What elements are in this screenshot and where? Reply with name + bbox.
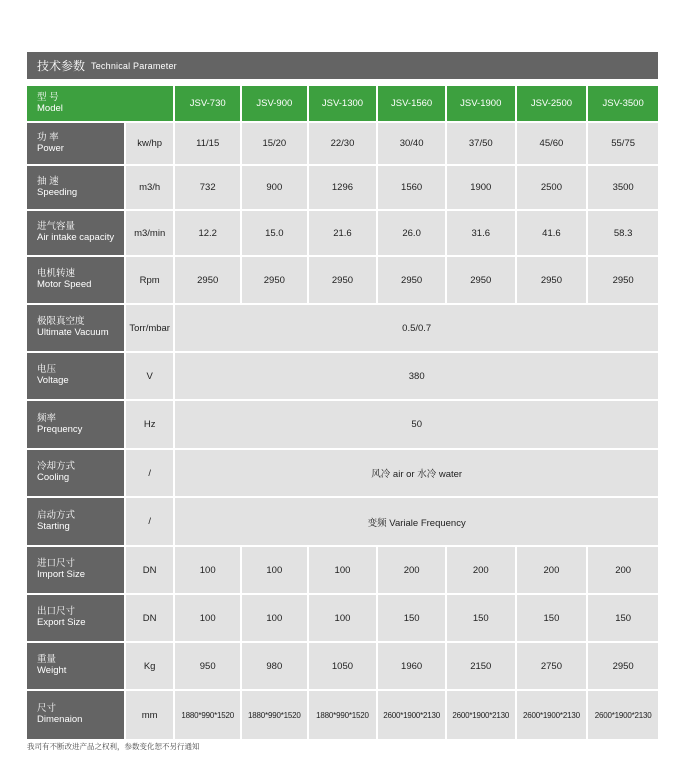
value-cell: 1296 [309, 166, 377, 209]
row-unit: DN [126, 595, 173, 641]
value-cell: 200 [447, 547, 515, 593]
value-cell: 2950 [309, 257, 377, 303]
row-unit: Hz [126, 401, 173, 448]
value-cell: 2950 [588, 643, 658, 689]
value-cell: 11/15 [175, 123, 240, 164]
dimension-row [27, 691, 658, 739]
row-unit: Torr/mbar [126, 305, 173, 351]
value-cell: 2500 [517, 166, 587, 209]
value-cell: 200 [378, 547, 445, 593]
value-cell: 2950 [378, 257, 445, 303]
value-cell: 900 [242, 166, 307, 209]
value-cell: 100 [242, 595, 307, 641]
model-name: JSV-1900 [447, 86, 515, 121]
row-label: 频率 Prequency [27, 401, 124, 448]
value-cell: 15.0 [242, 211, 307, 255]
value-cell: 100 [175, 595, 240, 641]
row-label: 出口尺寸 Export Size [27, 595, 124, 641]
value-cell: 1960 [378, 643, 445, 689]
value-cell: 22/30 [309, 123, 377, 164]
row-label: 进气容量 Air intake capacity [27, 211, 124, 255]
value-cell: 2600*1900*2130 [378, 691, 445, 739]
value-cell: 12.2 [175, 211, 240, 255]
row-unit: m3/h [126, 166, 173, 209]
value-cell: 2600*1900*2130 [588, 691, 658, 739]
row-unit: kw/hp [126, 123, 173, 164]
value-cell: 1880*990*1520 [175, 691, 240, 739]
value-cell: 1050 [309, 643, 377, 689]
value-cell: 50 [175, 401, 658, 448]
value-cell: 200 [517, 547, 587, 593]
title-en: Technical Parameter [91, 60, 177, 71]
model-name: JSV-1560 [378, 86, 445, 121]
vacuum-row [27, 305, 658, 351]
row-label: 极限真空度 Ultimate Vacuum [27, 305, 124, 351]
title-bar [27, 52, 658, 79]
value-cell: 21.6 [309, 211, 377, 255]
model-name: JSV-1300 [309, 86, 377, 121]
cooling-row [27, 450, 658, 496]
row-label: 功 率 Power [27, 123, 124, 164]
export-row [27, 595, 658, 641]
row-label: 启动方式 Starting [27, 498, 124, 545]
value-cell: 1880*990*1520 [309, 691, 377, 739]
row-label: 冷却方式 Cooling [27, 450, 124, 496]
row-label: 重量 Weight [27, 643, 124, 689]
row-unit: Rpm [126, 257, 173, 303]
model-name: JSV-2500 [517, 86, 587, 121]
weight-row [27, 643, 658, 689]
value-cell: 2950 [517, 257, 587, 303]
model-name: JSV-730 [175, 86, 240, 121]
row-unit: Kg [126, 643, 173, 689]
voltage-row [27, 353, 658, 399]
value-cell: 150 [588, 595, 658, 641]
value-cell: 1560 [378, 166, 445, 209]
value-cell: 31.6 [447, 211, 515, 255]
value-cell: 100 [175, 547, 240, 593]
value-cell: 100 [242, 547, 307, 593]
value-cell: 45/60 [517, 123, 587, 164]
value-cell: 2600*1900*2130 [517, 691, 587, 739]
speeding-row [27, 166, 658, 209]
value-cell: 55/75 [588, 123, 658, 164]
value-cell: 0.5/0.7 [175, 305, 658, 351]
value-cell: 1900 [447, 166, 515, 209]
motor-row [27, 257, 658, 303]
value-cell: 26.0 [378, 211, 445, 255]
model-name: JSV-3500 [588, 86, 658, 121]
row-label: 尺寸 Dimenaion [27, 691, 124, 739]
value-cell: 980 [242, 643, 307, 689]
value-cell: 2750 [517, 643, 587, 689]
value-cell: 380 [175, 353, 658, 399]
value-cell: 2600*1900*2130 [447, 691, 515, 739]
value-cell: 150 [517, 595, 587, 641]
value-cell: 41.6 [517, 211, 587, 255]
title-cn: 技术参数 [37, 59, 86, 73]
row-unit: mm [126, 691, 173, 739]
row-unit: V [126, 353, 173, 399]
parameter-table [25, 84, 660, 741]
value-cell: 150 [447, 595, 515, 641]
intake-row [27, 211, 658, 255]
value-cell: 732 [175, 166, 240, 209]
value-cell: 风冷 air or 水冷 water [175, 450, 658, 496]
footnote: 我司有不断改进产品之权利，参数变化恕不另行通知 [27, 742, 200, 751]
row-unit: DN [126, 547, 173, 593]
frequency-row [27, 401, 658, 448]
row-unit: m3/min [126, 211, 173, 255]
model-name: JSV-900 [242, 86, 307, 121]
row-label: 进口尺寸 Import Size [27, 547, 124, 593]
value-cell: 100 [309, 595, 377, 641]
value-cell: 15/20 [242, 123, 307, 164]
value-cell: 950 [175, 643, 240, 689]
value-cell: 37/50 [447, 123, 515, 164]
model-label: 型 号 Model [27, 86, 173, 121]
starting-row [27, 498, 658, 545]
row-label: 抽 速 Speeding [27, 166, 124, 209]
row-unit: / [126, 450, 173, 496]
value-cell: 2150 [447, 643, 515, 689]
value-cell: 1880*990*1520 [242, 691, 307, 739]
value-cell: 30/40 [378, 123, 445, 164]
value-cell: 2950 [447, 257, 515, 303]
value-cell: 58.3 [588, 211, 658, 255]
parameter-sheet [27, 52, 658, 741]
value-cell: 2950 [588, 257, 658, 303]
import-row [27, 547, 658, 593]
value-cell: 变频 Variale Frequency [175, 498, 658, 545]
value-cell: 200 [588, 547, 658, 593]
power-row [27, 123, 658, 164]
row-label: 电压 Voltage [27, 353, 124, 399]
value-cell: 2950 [175, 257, 240, 303]
value-cell: 3500 [588, 166, 658, 209]
row-label: 电机转速 Motor Speed [27, 257, 124, 303]
row-unit: / [126, 498, 173, 545]
model-row [27, 86, 658, 121]
value-cell: 2950 [242, 257, 307, 303]
value-cell: 100 [309, 547, 377, 593]
value-cell: 150 [378, 595, 445, 641]
